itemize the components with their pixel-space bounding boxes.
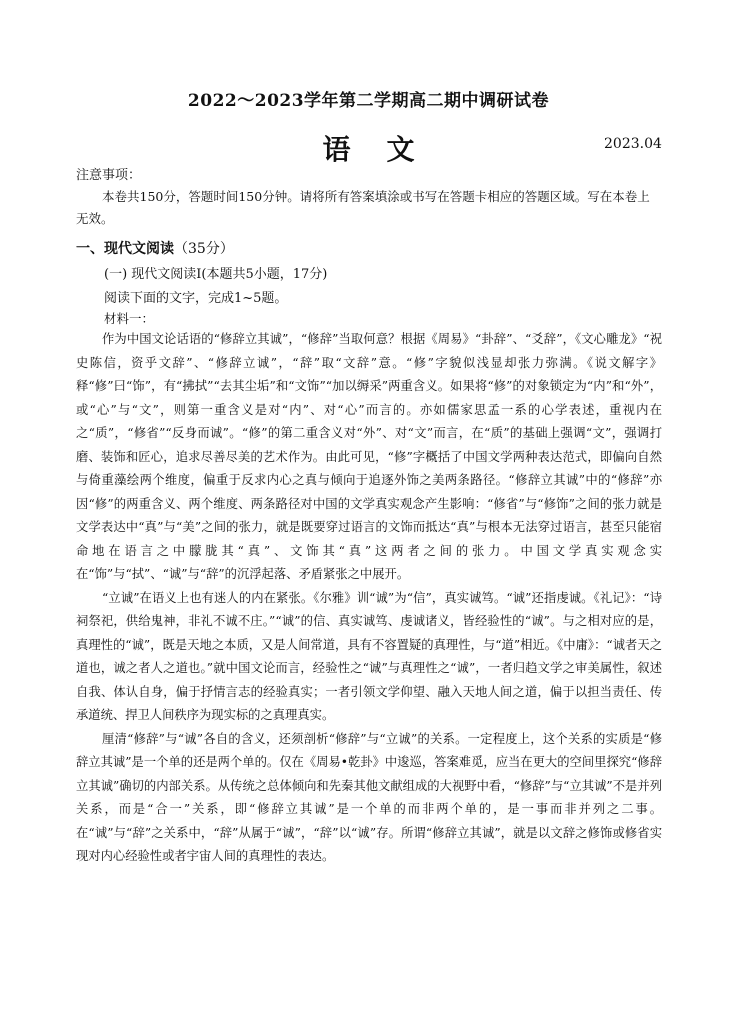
section-heading [76,238,234,258]
reading-passage [76,328,662,869]
passage-paragraph: “立诚”在语义上也有迷人的内在紧张。《尔雅》训“诚”为“信”，真实诚笃。“诚”还指虔诚。《礼记》：“诗祠祭祀，供给鬼神，非礼不诚不庄。”“诚”的信、真实诚笃、虔诚诸义，皆经验性的“诚”。与之相对应的是，真理性的“诚”，既是天地之本质，又是人间常道，具有不容置疑的真理性，与“道”相近。《中庸》：“诚者天之道也，诚之者人之道也。”就中国文论而言，经验性之“诚”与真理性之“诚”，一者归趋文学之审美属性，叙述自我、体认自身，偏于抒情言志的经验真实；一者引领文学仰望、融入天地人间之道，偏于以担当责任、传承道统、捍卫人间秩序为现实标的之真理真实。 [76,590,662,722]
material-label: 材料一： [104,311,155,326]
passage-paragraph: 厘清“修辞”与“诚”各自的含义，还须剖析“修辞”与“立诚”的关系。一定程度上，这个关系的实质是“修辞立其诚”是一个单的还是两个单的。仅在《周易•乾卦》中逡巡，答案难觅，应当在更大的空间里探究“修辞立其诚”确切的内部关系。从传统之总体倾向和先秦其他文献组成的大视野中看，“修辞”与“立其诚”不是并列关系，而是“合一”关系，即“修辞立其诚”是一个单的而非两个单的，是一事而非并列之二事。在“诚”与“辞”之关系中，“辞”从属于“诚”，“辞”以“诚”存。所谓“修辞立其诚”，就是以文辞之修饰或修省实现对内心经验性或者宇宙人间的真理性的表达。 [76,731,662,863]
subject-title: 语文 [322,133,451,166]
section-score: （35分） [174,241,234,257]
reading-instruction: 阅读下面的文字，完成1~5题。 [104,291,288,306]
passage-paragraph: 作为中国文论话语的“修辞立其诚”，“修辞”当取何意？根据《周易》“卦辞”、“爻辞”，《文心雕龙》“祝史陈信，资乎文辞”、“修辞立诚”，“辞”取“文辞”意。“修”字貌似浅显却张力弥满。《说文解字》释“修”曰“饰”，有“拂拭”“去其尘垢”和“文饰”“加以缛采”两重含义。如果将“修”的对象锁定为“内”和“外”，或“心”与“文”，则第一重含义是对“内”、对“心”而言的。亦如儒家思孟一系的心学表述，重视内在之“质”，“修省”“反身而诚”。“修”的第二重含义对“外”、对“文”而言，在“质”的基础上强调“文”，强调打磨、装饰和匠心，追求尽善尽美的艺术作为。由此可见，“修”字概括了中国文学两种表达范式，即偏向自然与倚重藻绘两个维度，偏重于反求内心之真与倾向于追逐外饰之美两条路径。“修辞立其诚”中的“修辞”亦因“修”的两重含义、两个维度、两条路径对中国的文学真实观念产生影响：“修省”与“修饰”之间的张力就是文学表达中“真”与“美”之间的张力，就是既要穿过语言的文饰而抵达“真”与根本无法穿过语言，甚至只能宿命地在语言之中朦胧其“真”、文饰其“真”这两者之间的张力。中国文学真实观念实在“饰”与“拭”、“诚”与“辞”的沉浮起落、矛盾紧张之中展开。 [76,332,662,581]
exam-date: 2023.04 [604,136,662,152]
section-heading-text: 一、现代文阅读 [76,241,174,257]
notice-label: 注意事项： [76,168,142,183]
notice-text: 本卷共150分，答题时间150分钟。请将所有答案填涂或书写在答题卡相应的答题区域。写在本卷上无效。 [76,189,650,226]
exam-title: 2022～2023学年第二学期高二期中调研试卷 [187,91,550,111]
subsection-heading: (一) 现代文阅读Ⅰ(本题共5小题，17分) [104,267,328,282]
